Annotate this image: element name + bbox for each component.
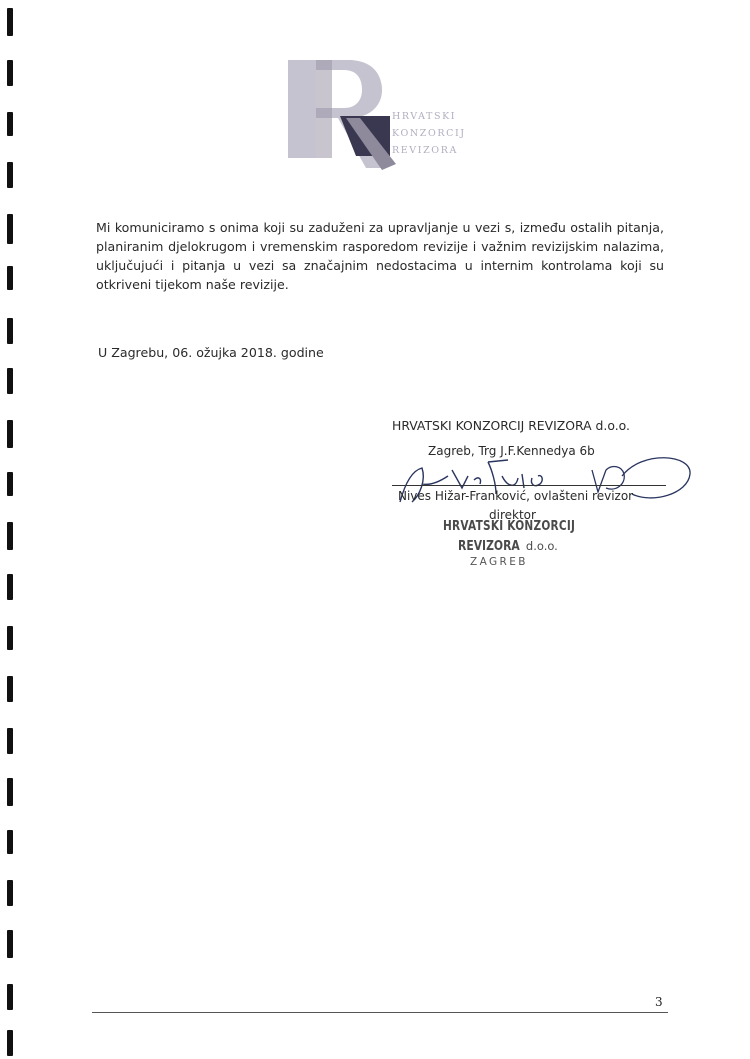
binding-holes (4, 0, 18, 1059)
logo-text-line3: REVIZORA (392, 145, 458, 156)
signer-role: direktor (489, 508, 536, 522)
stamp-line1: HRVATSKI KONZORCIJ (443, 518, 576, 534)
stamp-line2-name: REVIZORA (458, 538, 520, 554)
footer-rule (92, 1012, 668, 1013)
place-and-date: U Zagrebu, 06. ožujka 2018. godine (98, 345, 324, 360)
signature-line (392, 485, 666, 486)
stamp-line2-suffix: d.o.o. (525, 539, 558, 553)
company-name: HRVATSKI KONZORCIJ REVIZORA d.o.o. (392, 418, 630, 433)
body-paragraph: Mi komuniciramo s onima koji su zaduženi za upravljanje u vezi s, između ostalih pitanja, planiranim djelokrugom i vremenskim rasporedom revizije i važnim revizijskim nalazima, uključujući i pitanja u vezi sa značajnim nedostacima u internim kontrolama koji su otkriveni tijekom naše revizije. (96, 220, 664, 292)
logo-text-line1: HRVATSKI (392, 111, 457, 122)
logo-text-line2: KONZORCIJ (392, 128, 466, 139)
stamp-line3: ZAGREB (470, 556, 528, 568)
signer-name: Nives Hižar-Franković, ovlašteni revizor (398, 489, 634, 503)
company-address: Zagreb, Trg J.F.Kennedya 6b (428, 444, 595, 458)
page-number: 3 (655, 995, 663, 1009)
stamp-line2 (458, 538, 558, 554)
